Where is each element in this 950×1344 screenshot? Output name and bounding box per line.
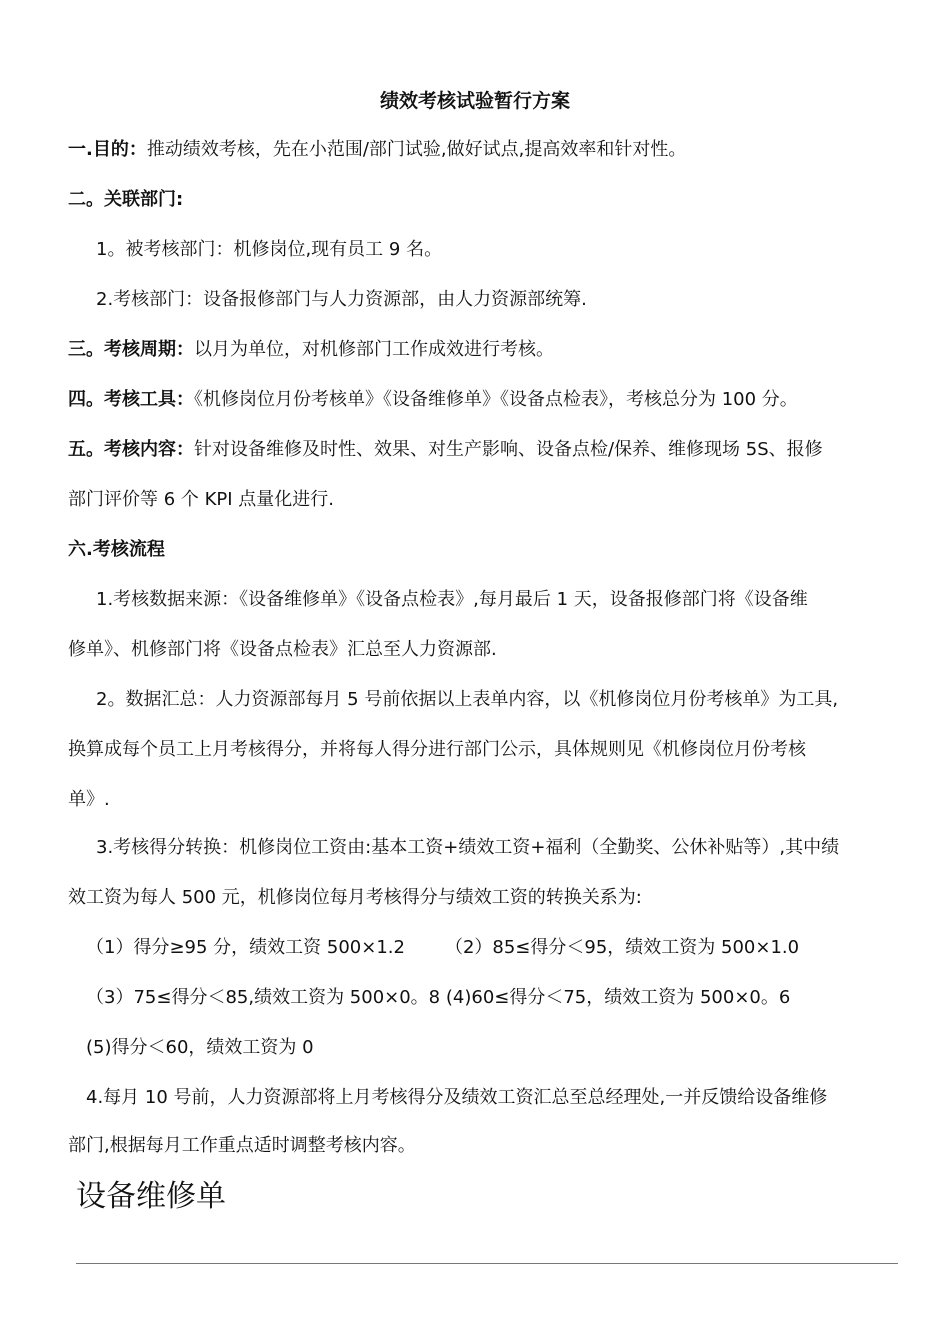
process-p4-line1: 4.每月 10 号前，人力资源部将上月考核得分及绩效工资汇总至总经理处,一并反馈给设备维修 bbox=[86, 1087, 828, 1108]
section-tools-text: 《机修岗位月份考核单》《设备维修单》《设备点检表》，考核总分为 100 分。 bbox=[194, 389, 798, 410]
process-p4-line2: 部门,根据每月工作重点适时调整考核内容。 bbox=[68, 1135, 416, 1156]
section-tools-heading: 四。考核工具： bbox=[68, 389, 194, 410]
process-p2-line2: 换算成每个员工上月考核得分，并将每人得分进行部门公示，具体规则见《机修岗位月份考核 bbox=[68, 739, 806, 760]
process-p1-line2: 修单》、机修部门将《设备点检表》汇总至人力资源部. bbox=[68, 639, 497, 660]
section-period-text: 以月为单位，对机修部门工作成效进行考核。 bbox=[194, 339, 554, 360]
section-content-cont: 部门评价等 6 个 KPI 点量化进行. bbox=[68, 489, 335, 510]
divider-line bbox=[76, 1263, 898, 1264]
process-p1-line1: 1.考核数据来源：《设备维修单》《设备点检表》,每月最后 1 天，设备报修部门将《设备维 bbox=[96, 589, 808, 610]
process-p3-line2: 效工资为每人 500 元，机修岗位每月考核得分与绩效工资的转换关系为: bbox=[68, 887, 642, 908]
section-departments-heading: 二。关联部门: bbox=[68, 189, 184, 210]
conversion-rule-4: (4)60≤得分＜75，绩效工资为 500×0。6 bbox=[445, 987, 791, 1008]
conversion-row-1 bbox=[86, 936, 888, 960]
conversion-rule-1: （1）得分≥95 分，绩效工资 500×1.2 bbox=[86, 937, 405, 958]
section-purpose-text: 推动绩效考核，先在小范围/部门试验,做好试点,提高效率和针对性。 bbox=[146, 139, 687, 160]
departments-item-1: 1。被考核部门：机修岗位,现有员工 9 名。 bbox=[96, 239, 443, 260]
section-purpose bbox=[68, 138, 888, 162]
process-p3-line1: 3.考核得分转换：机修岗位工资由:基本工资+绩效工资+福利（全勤奖、公休补贴等）,其中绩 bbox=[96, 837, 840, 858]
process-p2-line1: 2。数据汇总：人力资源部每月 5 号前依据以上表单内容，以《机修岗位月份考核单》为工具, bbox=[96, 689, 839, 710]
conversion-row-2 bbox=[86, 986, 888, 1010]
section-period bbox=[68, 338, 888, 362]
section-content-text: 针对设备维修及时性、效果、对生产影响、设备点检/保养、维修现场 5S、报修 bbox=[194, 439, 823, 460]
conversion-rule-2: （2）85≤得分＜95，绩效工资为 500×1.0 bbox=[444, 937, 800, 958]
section-period-heading: 三。考核周期： bbox=[68, 339, 194, 360]
conversion-rule-3: （3）75≤得分＜85,绩效工资为 500×0。8 bbox=[86, 987, 441, 1008]
section-content-heading: 五。考核内容： bbox=[68, 439, 194, 460]
process-p2-line3: 单》. bbox=[68, 789, 110, 810]
section-purpose-heading: 一.目的： bbox=[68, 139, 147, 160]
form-title: 设备维修单 bbox=[76, 1179, 226, 1214]
section-tools bbox=[68, 388, 888, 412]
section-process-heading: 六.考核流程 bbox=[68, 539, 165, 560]
section-content bbox=[68, 438, 888, 462]
conversion-rule-5: (5)得分＜60，绩效工资为 0 bbox=[86, 1037, 314, 1058]
departments-item-2: 2.考核部门：设备报修部门与人力资源部，由人力资源部统筹. bbox=[96, 289, 587, 310]
document-title: 绩效考核试验暂行方案 bbox=[379, 90, 570, 112]
